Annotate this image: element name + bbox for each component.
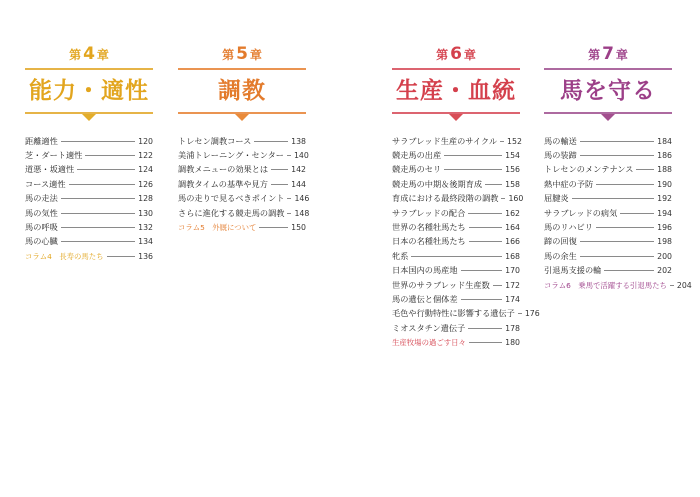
toc-page: 190 bbox=[657, 179, 672, 189]
chapter-7-label bbox=[544, 45, 672, 63]
toc-page: 198 bbox=[657, 237, 672, 247]
leader-line bbox=[469, 227, 502, 228]
toc-entry[interactable] bbox=[392, 292, 520, 306]
leader-line bbox=[500, 141, 504, 142]
toc-title: 馬の走りで見るべきポイント bbox=[178, 193, 285, 204]
leader-line bbox=[107, 256, 136, 257]
leader-line bbox=[444, 155, 502, 156]
toc-page: 172 bbox=[505, 280, 520, 290]
toc-page: 138 bbox=[291, 136, 306, 146]
toc-entry[interactable] bbox=[392, 177, 520, 191]
toc-title: 馬の輸送 bbox=[544, 135, 577, 146]
toc-entry[interactable] bbox=[544, 235, 672, 249]
toc-page: 120 bbox=[138, 136, 153, 146]
toc-title: コラム6 乗馬で活躍する引退馬たち bbox=[544, 280, 667, 290]
chapter-prefix: 第 bbox=[436, 48, 449, 62]
toc-entry[interactable] bbox=[178, 163, 306, 177]
leader-line bbox=[77, 169, 135, 170]
toc-entry[interactable] bbox=[544, 220, 672, 234]
toc-entry[interactable] bbox=[178, 148, 309, 162]
toc-title: 熱中症の予防 bbox=[544, 178, 594, 189]
toc-page: 180 bbox=[505, 338, 520, 348]
toc-title: ミオスタチン遺伝子 bbox=[392, 322, 466, 333]
toc-title: 競走馬の中期＆後期育成 bbox=[392, 178, 483, 189]
chapter-number: 4 bbox=[83, 44, 95, 64]
toc-title: コラム4 長寿の馬たち bbox=[25, 251, 104, 261]
leader-line bbox=[461, 299, 503, 300]
toc-page: 146 bbox=[294, 194, 310, 204]
toc-title: 馬の装蹄 bbox=[544, 150, 577, 161]
toc-page: 192 bbox=[657, 194, 672, 204]
toc-page: 194 bbox=[657, 208, 672, 218]
chapter-6-title: 生産・血統 bbox=[396, 78, 516, 104]
toc-entry[interactable] bbox=[392, 134, 520, 148]
leader-line bbox=[580, 141, 654, 142]
toc-entry[interactable] bbox=[392, 148, 520, 162]
toc-title: サラブレッドの病気 bbox=[544, 207, 618, 218]
leader-line bbox=[620, 213, 654, 214]
leader-line bbox=[604, 270, 654, 271]
toc-page: 152 bbox=[507, 136, 522, 146]
toc-title: 調教タイムの基準や見方 bbox=[178, 178, 268, 189]
leader-line bbox=[61, 141, 135, 142]
leader-line bbox=[636, 169, 654, 170]
chapter-4-label bbox=[25, 45, 153, 63]
toc-entry[interactable] bbox=[178, 177, 306, 191]
chapter-suffix: 章 bbox=[96, 48, 109, 62]
toc-page: 166 bbox=[505, 237, 520, 247]
toc-page: 132 bbox=[138, 223, 153, 233]
chapter-6-label bbox=[392, 45, 520, 63]
toc-title: 馬の余生 bbox=[544, 250, 577, 261]
leader-line bbox=[670, 285, 674, 286]
toc-entry[interactable] bbox=[392, 206, 520, 220]
toc-title: トレセン調教コース bbox=[178, 135, 252, 146]
toc-title: 日本国内の馬産地 bbox=[392, 265, 458, 276]
chapter-prefix: 第 bbox=[222, 48, 235, 62]
toc-page: 200 bbox=[657, 251, 672, 261]
toc-title: 日本の名種牡馬たち bbox=[392, 236, 466, 247]
chapter-5-title: 調教 bbox=[218, 78, 266, 104]
toc-page: 142 bbox=[291, 165, 306, 175]
toc-title: 引退馬支援の輪 bbox=[544, 265, 602, 276]
chapter-4-toc bbox=[25, 134, 153, 264]
chapter-bottom-rule bbox=[544, 112, 672, 114]
chapter-7-toc bbox=[544, 134, 692, 292]
toc-title: 世界のサラブレッド生産数 bbox=[392, 279, 490, 290]
leader-line bbox=[468, 328, 502, 329]
chapter-5-toc bbox=[178, 134, 310, 235]
toc-entry[interactable] bbox=[544, 192, 672, 206]
chapter-suffix: 章 bbox=[463, 48, 476, 62]
toc-title: 生産牧場の過ごす日々 bbox=[392, 338, 466, 348]
leader-line bbox=[61, 198, 135, 199]
toc-page: 196 bbox=[657, 223, 672, 233]
leader-line bbox=[493, 285, 502, 286]
chapter-suffix: 章 bbox=[615, 48, 628, 62]
leader-line bbox=[271, 169, 288, 170]
toc-title: 芝・ダート適性 bbox=[25, 150, 83, 161]
toc-page: 178 bbox=[505, 323, 520, 333]
toc-entry[interactable] bbox=[178, 206, 310, 220]
toc-column-entry[interactable] bbox=[392, 335, 520, 349]
toc-column-entry[interactable] bbox=[25, 249, 153, 263]
chapter-bottom-rule bbox=[392, 112, 520, 114]
toc-entry[interactable] bbox=[544, 177, 672, 191]
toc-page: 122 bbox=[138, 151, 153, 161]
chapter-6-toc bbox=[392, 134, 540, 350]
toc-page: 188 bbox=[657, 165, 672, 175]
chapter-prefix: 第 bbox=[588, 48, 601, 62]
toc-entry[interactable] bbox=[178, 134, 306, 148]
toc-title: 馬の走法 bbox=[25, 193, 58, 204]
toc-entry[interactable] bbox=[178, 192, 310, 206]
leader-line bbox=[85, 155, 135, 156]
toc-page: 184 bbox=[657, 136, 672, 146]
toc-page: 128 bbox=[138, 194, 153, 204]
toc-entry[interactable] bbox=[392, 235, 520, 249]
leader-line bbox=[580, 155, 654, 156]
chapter-6-header bbox=[392, 45, 520, 114]
toc-title: コース適性 bbox=[25, 178, 66, 189]
toc-column-entry[interactable] bbox=[178, 220, 306, 234]
leader-line bbox=[444, 169, 502, 170]
chapter-4-header bbox=[25, 45, 153, 114]
leader-line bbox=[254, 141, 288, 142]
toc-entry[interactable] bbox=[25, 235, 153, 249]
toc-page: 130 bbox=[138, 208, 153, 218]
chapter-top-rule bbox=[544, 68, 672, 70]
toc-entry[interactable] bbox=[25, 163, 153, 177]
chapter-7-title: 馬を守る bbox=[560, 78, 656, 104]
toc-entry[interactable] bbox=[392, 307, 540, 321]
toc-entry[interactable] bbox=[544, 148, 672, 162]
toc-title: さらに進化する競走馬の調教 bbox=[178, 207, 285, 218]
chapter-5-label bbox=[178, 45, 306, 63]
leader-line bbox=[468, 213, 502, 214]
leader-line bbox=[580, 241, 654, 242]
toc-page: 154 bbox=[505, 151, 520, 161]
toc-page: 186 bbox=[657, 151, 672, 161]
toc-title: 道悪・坂適性 bbox=[25, 164, 75, 175]
toc-title: 距離適性 bbox=[25, 135, 58, 146]
chapter-4-title: 能力・適性 bbox=[29, 78, 149, 104]
toc-entry[interactable] bbox=[392, 192, 524, 206]
leader-line bbox=[485, 184, 502, 185]
leader-line bbox=[572, 198, 655, 199]
toc-page: 168 bbox=[505, 251, 520, 261]
toc-page: 160 bbox=[508, 194, 524, 204]
toc-page: 150 bbox=[291, 223, 306, 233]
toc-title: 屈腱炎 bbox=[544, 193, 569, 204]
toc-entry[interactable] bbox=[392, 163, 520, 177]
toc-entry[interactable] bbox=[392, 278, 520, 292]
toc-page: 124 bbox=[138, 165, 153, 175]
leader-line bbox=[287, 198, 291, 199]
toc-title: サラブレッドの配合 bbox=[392, 207, 466, 218]
toc-entry[interactable] bbox=[544, 249, 672, 263]
toc-page: 148 bbox=[294, 208, 310, 218]
toc-title: 馬の心臓 bbox=[25, 236, 58, 247]
toc-page: 164 bbox=[505, 223, 520, 233]
toc-entry[interactable] bbox=[25, 134, 153, 148]
toc-entry[interactable] bbox=[392, 249, 520, 263]
toc-column-entry[interactable] bbox=[544, 278, 692, 292]
toc-title: トレセンのメンテナンス bbox=[544, 164, 634, 175]
leader-line bbox=[61, 213, 135, 214]
chapter-7-header bbox=[544, 45, 672, 114]
toc-entry[interactable] bbox=[544, 264, 672, 278]
leader-line bbox=[469, 342, 502, 343]
leader-line bbox=[271, 184, 288, 185]
toc-title: 調教メニューの効果とは bbox=[178, 164, 269, 175]
chapter-prefix: 第 bbox=[69, 48, 82, 62]
chapter-top-rule bbox=[392, 68, 520, 70]
toc-title: 馬の呼吸 bbox=[25, 222, 58, 233]
toc-title: 世界の名種牡馬たち bbox=[392, 222, 466, 233]
leader-line bbox=[61, 241, 135, 242]
toc-title: 毛色や行動特性に影響する遺伝子 bbox=[392, 308, 515, 319]
toc-page: 140 bbox=[293, 151, 309, 161]
toc-entry[interactable] bbox=[544, 206, 672, 220]
leader-line bbox=[596, 184, 654, 185]
leader-line bbox=[596, 227, 654, 228]
toc-entry[interactable] bbox=[544, 134, 672, 148]
leader-line bbox=[259, 227, 288, 228]
chapter-5-header bbox=[178, 45, 306, 114]
toc-entry[interactable] bbox=[25, 192, 153, 206]
toc-page: 136 bbox=[138, 251, 153, 261]
toc-entry[interactable] bbox=[25, 177, 153, 191]
leader-line bbox=[518, 313, 522, 314]
toc-title: 競走馬のセリ bbox=[392, 164, 442, 175]
toc-page: 158 bbox=[505, 179, 520, 189]
toc-entry[interactable] bbox=[25, 206, 153, 220]
leader-line bbox=[469, 241, 502, 242]
chapter-number: 5 bbox=[236, 44, 248, 64]
leader-line bbox=[411, 256, 502, 257]
toc-title: 馬の気性 bbox=[25, 207, 58, 218]
toc-page: 170 bbox=[505, 266, 520, 276]
chapter-bottom-rule bbox=[25, 112, 153, 114]
toc-title: 蹄の回復 bbox=[544, 236, 577, 247]
toc-entry[interactable] bbox=[25, 148, 153, 162]
toc-page: 202 bbox=[657, 266, 672, 276]
leader-line bbox=[61, 227, 135, 228]
toc-title: 牝系 bbox=[392, 250, 409, 261]
toc-entry[interactable] bbox=[392, 321, 520, 335]
leader-line bbox=[69, 184, 136, 185]
toc-title: 美浦トレーニング・センター bbox=[178, 150, 284, 161]
toc-title: コラム5 外厩について bbox=[178, 223, 257, 233]
toc-page: 134 bbox=[138, 237, 153, 247]
chapter-bottom-rule bbox=[178, 112, 306, 114]
toc-page: 144 bbox=[291, 179, 306, 189]
chapter-top-rule bbox=[25, 68, 153, 70]
toc-title: 育成における最終段階の調教 bbox=[392, 193, 499, 204]
toc-page: 174 bbox=[505, 294, 520, 304]
leader-line bbox=[580, 256, 654, 257]
chapter-top-rule bbox=[178, 68, 306, 70]
toc-title: 競走馬の出産 bbox=[392, 150, 442, 161]
leader-line bbox=[287, 213, 291, 214]
toc-entry[interactable] bbox=[544, 163, 672, 177]
toc-entry[interactable] bbox=[25, 220, 153, 234]
toc-entry[interactable] bbox=[392, 220, 520, 234]
toc-page: 176 bbox=[524, 309, 540, 319]
toc-entry[interactable] bbox=[392, 264, 520, 278]
toc-title: 馬の遺伝と個体差 bbox=[392, 293, 458, 304]
toc-title: サラブレッド生産のサイクル bbox=[392, 135, 498, 146]
chapter-number: 7 bbox=[602, 44, 614, 64]
chapter-suffix: 章 bbox=[249, 48, 262, 62]
leader-line bbox=[461, 270, 503, 271]
toc-title: 馬のリハビリ bbox=[544, 222, 593, 233]
leader-line bbox=[287, 155, 291, 156]
chapter-number: 6 bbox=[450, 44, 462, 64]
toc-page: 156 bbox=[505, 165, 520, 175]
toc-page: 162 bbox=[505, 208, 520, 218]
toc-page: 126 bbox=[138, 179, 153, 189]
leader-line bbox=[501, 198, 505, 199]
toc-page: 204 bbox=[676, 280, 692, 290]
